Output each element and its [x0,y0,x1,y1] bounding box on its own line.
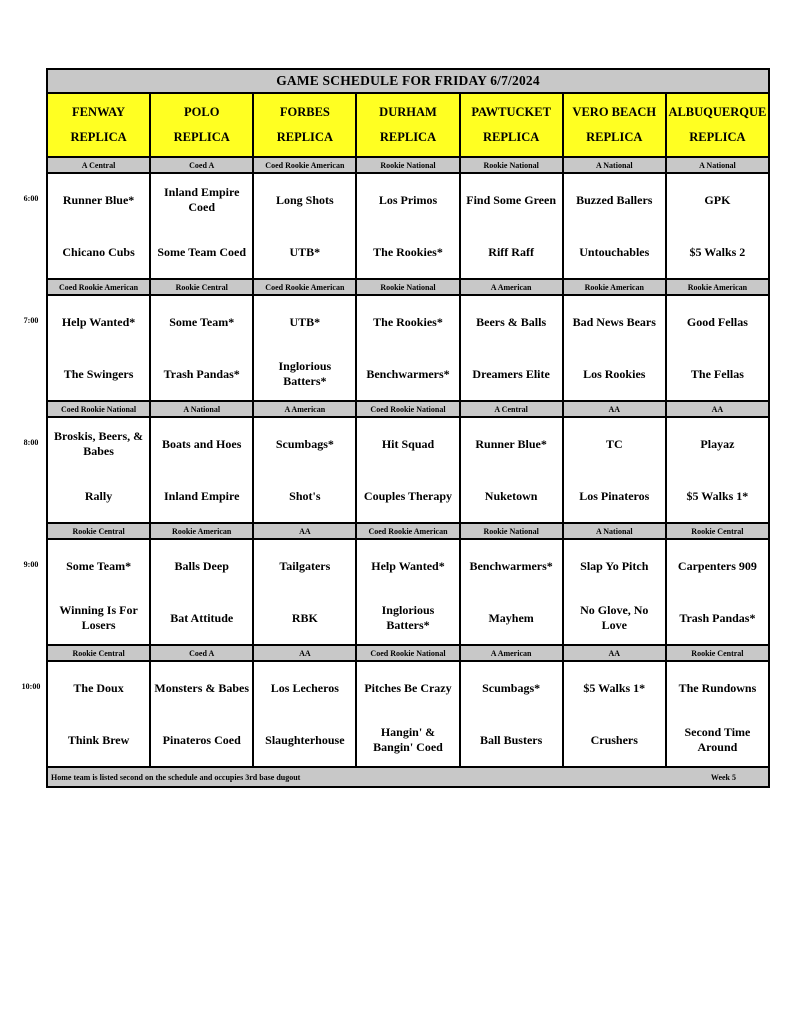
division-row [48,158,768,174]
division-label: AA [564,402,667,416]
game-row [48,174,768,280]
home-team: The Rookies* [373,244,443,259]
field-header-durham [357,94,460,156]
division-label: A American [461,280,564,294]
field-sub: REPLICA [379,130,437,144]
division-label: Rookie American [564,280,667,294]
game-cell [357,662,460,766]
division-label: Rookie Central [48,646,151,660]
field-sub: REPLICA [483,130,540,144]
field-sub: REPLICA [586,130,643,144]
division-label: Coed Rookie American [254,158,357,172]
home-team: Inglorious Batters* [381,603,435,632]
game-cell [667,418,768,522]
away-team: Hit Squad [381,436,435,451]
division-row [48,524,768,540]
away-team: Slap Yo Pitch [580,558,649,573]
game-row [48,662,768,768]
game-cell [254,540,357,644]
game-cell [254,418,357,522]
division-label: A National [699,160,736,170]
division-label: Rookie American [687,282,748,292]
away-team: GPK [704,192,731,207]
division-label: Rookie National [461,158,564,172]
game-cell [357,418,460,522]
week-label: Week 5 [710,772,736,782]
away-team: UTB* [289,314,321,329]
division-row [48,402,768,418]
away-team: Los Primos [378,192,438,207]
division-label: Rookie Central [48,524,151,538]
division-label: Coed Rookie National [357,646,460,660]
field-name: VERO BEACH [572,105,657,119]
game-cell [667,662,768,766]
home-team: Think Brew [67,732,130,747]
division-label: A National [564,524,667,538]
away-team: Los Lecheros [270,680,339,695]
game-cell [461,662,564,766]
schedule-table [46,68,770,788]
away-team: Inland Empire Coed [163,185,240,214]
game-row [48,418,768,524]
home-team: Crushers [590,732,638,747]
home-team: Bat Attitude [170,610,234,625]
game-cell [151,174,254,278]
home-team: Pinateros Coed [162,732,241,747]
game-row [48,296,768,402]
away-team: Scumbags* [275,436,334,451]
field-name: FORBES [279,105,330,119]
home-team: Rally [84,488,113,503]
division-label: Rookie Central [151,280,254,294]
division-label: Rookie National [357,280,460,294]
away-team: Good Fellas [686,314,748,329]
division-row [48,280,768,296]
field-header-row [48,94,768,158]
field-sub: REPLICA [70,130,127,144]
away-team: Buzzed Ballers [576,192,653,207]
home-team: Slaughterhouse [265,732,345,747]
time-label: 8:00 [23,438,39,447]
game-cell [48,662,151,766]
field-sub: REPLICA [173,130,230,144]
away-team: The Doux [73,680,124,695]
game-cell [254,296,357,400]
game-cell [667,174,768,278]
division-label: Coed A [151,158,254,172]
game-cell [667,540,768,644]
home-team: Inland Empire [163,488,240,503]
time-slots [48,158,768,768]
home-team: Inglorious Batters* [278,359,332,388]
home-team: $5 Walks 2 [689,244,746,259]
game-row [48,540,768,646]
division-label: Rookie National [357,158,460,172]
away-team: Runner Blue* [62,192,135,207]
home-team: RBK [291,610,318,625]
game-cell [254,662,357,766]
time-label: 7:00 [23,316,39,325]
game-cell [667,296,768,400]
division-label: A Central [461,402,564,416]
division-label: Rookie Central [691,648,744,658]
division-label: Coed Rookie American [254,280,357,294]
game-cell [461,540,564,644]
field-name: FENWAY [72,105,126,119]
home-team: Untouchables [579,244,650,259]
game-cell [461,296,564,400]
division-label: Rookie American [151,524,254,538]
away-team: Monsters & Babes [154,680,250,695]
away-team: Broskis, Beers, & Babes [54,429,144,458]
schedule-title: GAME SCHEDULE FOR FRIDAY 6/7/2024 [48,70,768,94]
away-team: Bad News Bears [572,314,656,329]
away-team: $5 Walks 1* [583,680,646,695]
division-row [48,646,768,662]
division-label: Coed Rookie American [48,280,151,294]
game-cell [564,540,667,644]
footer-bar [48,768,768,786]
division-label: Coed A [151,646,254,660]
division-label: AA [254,524,357,538]
field-sub: REPLICA [276,130,333,144]
away-team: Benchwarmers* [469,558,553,573]
division-label: A Central [48,158,151,172]
field-name: DURHAM [379,105,437,119]
field-name: PAWTUCKET [471,105,551,119]
away-team: Help Wanted* [371,558,445,573]
home-team: Hangin' & Bangin' Coed [373,725,443,754]
division-label: AA [254,646,357,660]
field-header-pawtucket [461,94,564,156]
away-team: Playaz [700,436,735,451]
game-cell [461,418,564,522]
game-cell [564,174,667,278]
game-cell [564,296,667,400]
division-label: Rookie National [461,524,564,538]
game-cell [564,662,667,766]
home-team: Riff Raff [488,244,534,259]
away-team: Long Shots [276,192,334,207]
home-team: The Fellas [690,366,744,381]
home-team: Benchwarmers* [366,366,450,381]
game-cell [48,174,151,278]
away-team: Some Team* [169,314,235,329]
home-team: Los Pinateros [579,488,650,503]
game-cell [48,540,151,644]
field-header-albuquerque [667,94,768,156]
time-label: 6:00 [23,194,39,203]
away-team: The Rundowns [678,680,757,695]
away-team: Pitches Be Crazy [364,680,452,695]
away-team: The Rookies* [373,314,443,329]
away-team: Scumbags* [482,680,541,695]
home-team: No Glove, No Love [580,603,649,632]
division-label: Coed Rookie National [357,402,460,416]
home-team: The Swingers [63,366,134,381]
home-team: Dreamers Elite [472,366,550,381]
field-header-vero-beach [564,94,667,156]
game-cell [151,296,254,400]
away-team: TC [605,436,623,451]
time-label: 10:00 [21,682,41,691]
field-header-forbes [254,94,357,156]
home-team: Second Time Around [684,725,751,754]
home-team: Shot's [289,488,321,503]
division-label: Rookie Central [691,526,744,536]
game-cell [48,418,151,522]
division-label: A American [461,646,564,660]
away-team: Runner Blue* [475,436,547,451]
field-sub: REPLICA [689,130,746,144]
division-label: AA [564,646,667,660]
home-team: Los Rookies [583,366,646,381]
home-team: Some Team Coed [157,244,247,259]
division-label: Coed Rookie American [357,524,460,538]
home-team: $5 Walks 1* [686,488,749,503]
division-label: A National [564,158,667,172]
time-label: 9:00 [23,560,39,569]
game-cell [564,418,667,522]
game-cell [151,418,254,522]
division-label: A American [254,402,357,416]
away-team: Carpenters 909 [677,558,757,573]
home-team: Nuketown [484,488,538,503]
away-team: Boats and Hoes [162,436,242,451]
game-cell [151,540,254,644]
home-team: Mayhem [488,610,534,625]
field-name: POLO [184,105,220,119]
game-cell [48,296,151,400]
division-label: AA [711,404,724,414]
away-team: Some Team* [66,558,132,573]
away-team: Help Wanted* [61,314,136,329]
game-cell [357,174,460,278]
division-label: A National [151,402,254,416]
away-team: Find Some Green [466,192,557,207]
home-team: Winning Is For Losers [59,603,138,632]
home-team: Trash Pandas* [679,610,756,625]
division-label: Coed Rookie National [48,402,151,416]
field-header-polo [151,94,254,156]
home-team: Trash Pandas* [163,366,240,381]
game-cell [151,662,254,766]
field-header-fenway [48,94,151,156]
game-cell [357,540,460,644]
away-team: Tailgaters [279,558,331,573]
game-cell [254,174,357,278]
field-name: ALBUQUERQUE [668,105,767,119]
home-team: UTB* [289,244,321,259]
home-team: Couples Therapy [363,488,453,503]
footer-note: Home team is listed second on the schedule and occupies 3rd base dugout [51,772,301,782]
away-team: Beers & Balls [476,314,547,329]
game-cell [357,296,460,400]
game-cell [461,174,564,278]
home-team: Ball Busters [479,732,543,747]
home-team: Chicano Cubs [62,244,135,259]
away-team: Balls Deep [174,558,229,573]
